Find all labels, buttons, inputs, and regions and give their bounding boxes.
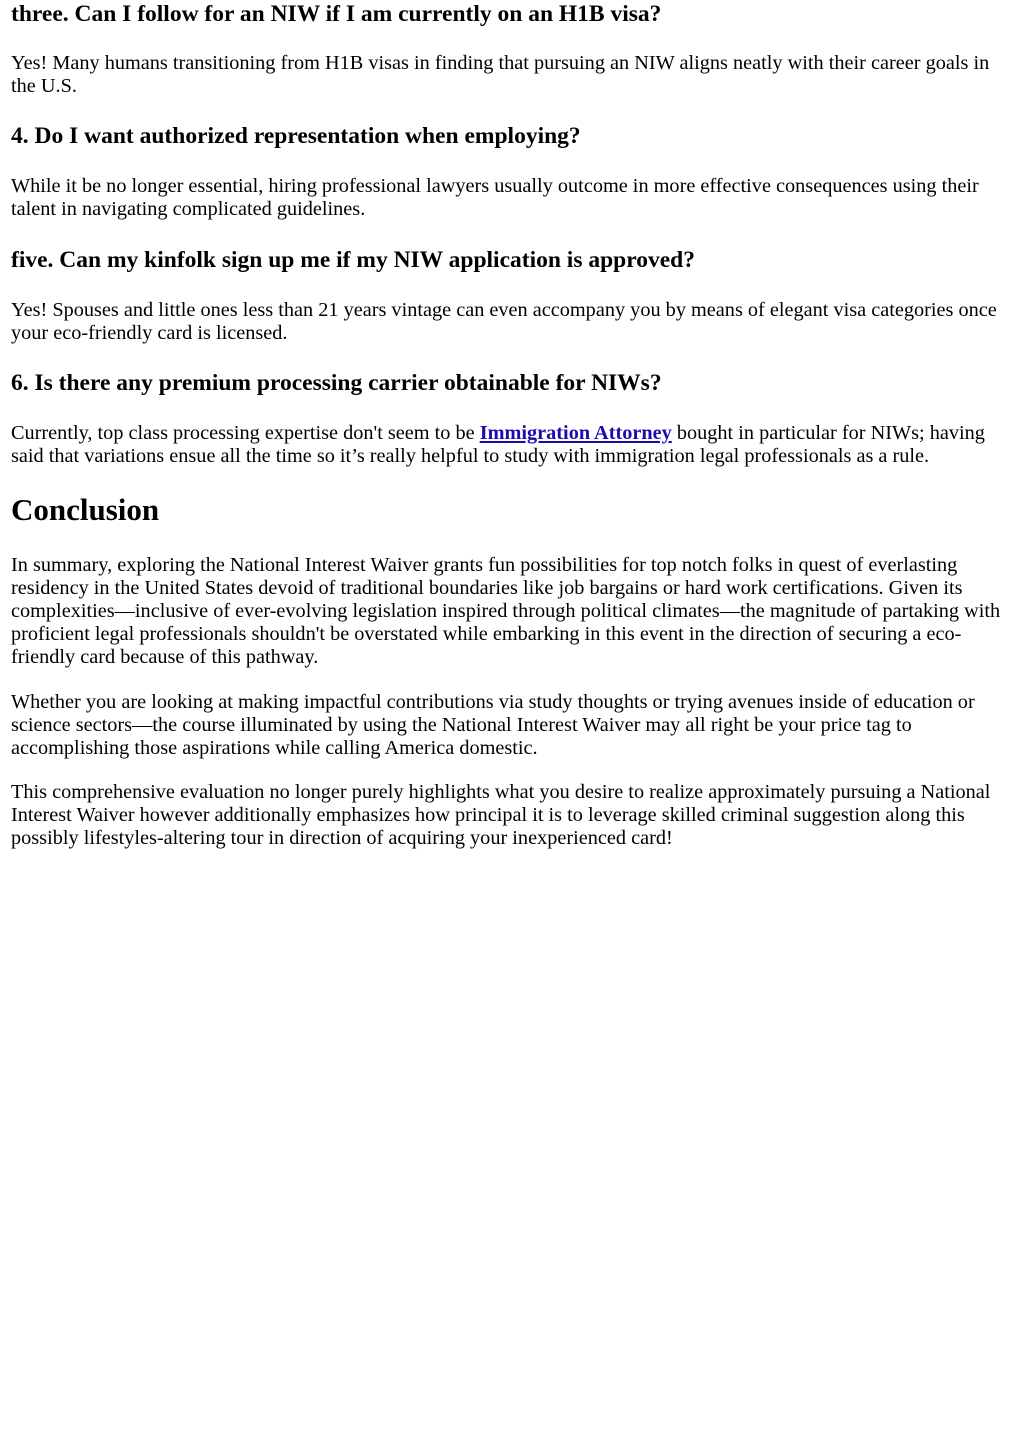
faq-answer-6-text-after-link: bought in particular for NIWs; having said that variations ensue all the time so it’s really helpful to study with immigration legal professionals as a rule.	[11, 422, 985, 467]
faq-question-5-heading: five. Can my kinfolk sign up me if my NIW application is approved?	[11, 247, 696, 273]
faq-answer-5: Yes! Spouses and little ones less than 21 years vintage can even accompany you by means of elegant visa categories once your eco-friendly card is licensed.	[11, 299, 997, 344]
faq-answer-6	[11, 422, 1013, 468]
conclusion-heading: Conclusion	[11, 492, 160, 527]
faq-answer-3: Yes! Many humans transitioning from H1B visas in finding that pursuing an NIW aligns neatly with their career goals in the U.S.	[11, 52, 990, 97]
faq-question-6-heading: 6. Is there any premium processing carrier obtainable for NIWs?	[11, 370, 662, 396]
faq-question-3-heading: three. Can I follow for an NIW if I am currently on an H1B visa?	[11, 1, 662, 27]
faq-question-4-heading: 4. Do I want authorized representation when employing?	[11, 123, 581, 149]
faq-answer-4: While it be no longer essential, hiring professional lawyers usually outcome in more effective consequences using their talent in navigating complicated guidelines.	[11, 175, 979, 220]
immigration-attorney-link[interactable]: Immigration Attorney	[479, 422, 672, 444]
conclusion-paragraph: Whether you are looking at making impactful contributions via study thoughts or trying avenues inside of education or science sectors—the course illuminated by using the National Interest Waiver may all right be your price tag to accomplishing those aspirations while calling America domestic.	[11, 691, 975, 759]
conclusion-paragraph: In summary, exploring the National Interest Waiver grants fun possibilities for top notch folks in quest of everlasting residency in the United States devoid of traditional boundaries like job bargains or hard work certifications. Given its complexities—inclusive of ever-evolving legislation inspired through political climates—the magnitude of partaking with proficient legal professionals shouldn't be overstated while embarking in this event in the direction of securing a eco-friendly card because of this pathway.	[11, 554, 1001, 668]
conclusion-paragraph: This comprehensive evaluation no longer purely highlights what you desire to realize approximately pursuing a National Interest Waiver however additionally emphasizes how principal it is to leverage skilled criminal suggestion along this possibly lifestyles-altering tour in direction of acquiring your inexperienced card!	[11, 781, 991, 849]
faq-answer-6-text-before-link: Currently, top class processing expertise don't seem to be	[11, 422, 480, 444]
